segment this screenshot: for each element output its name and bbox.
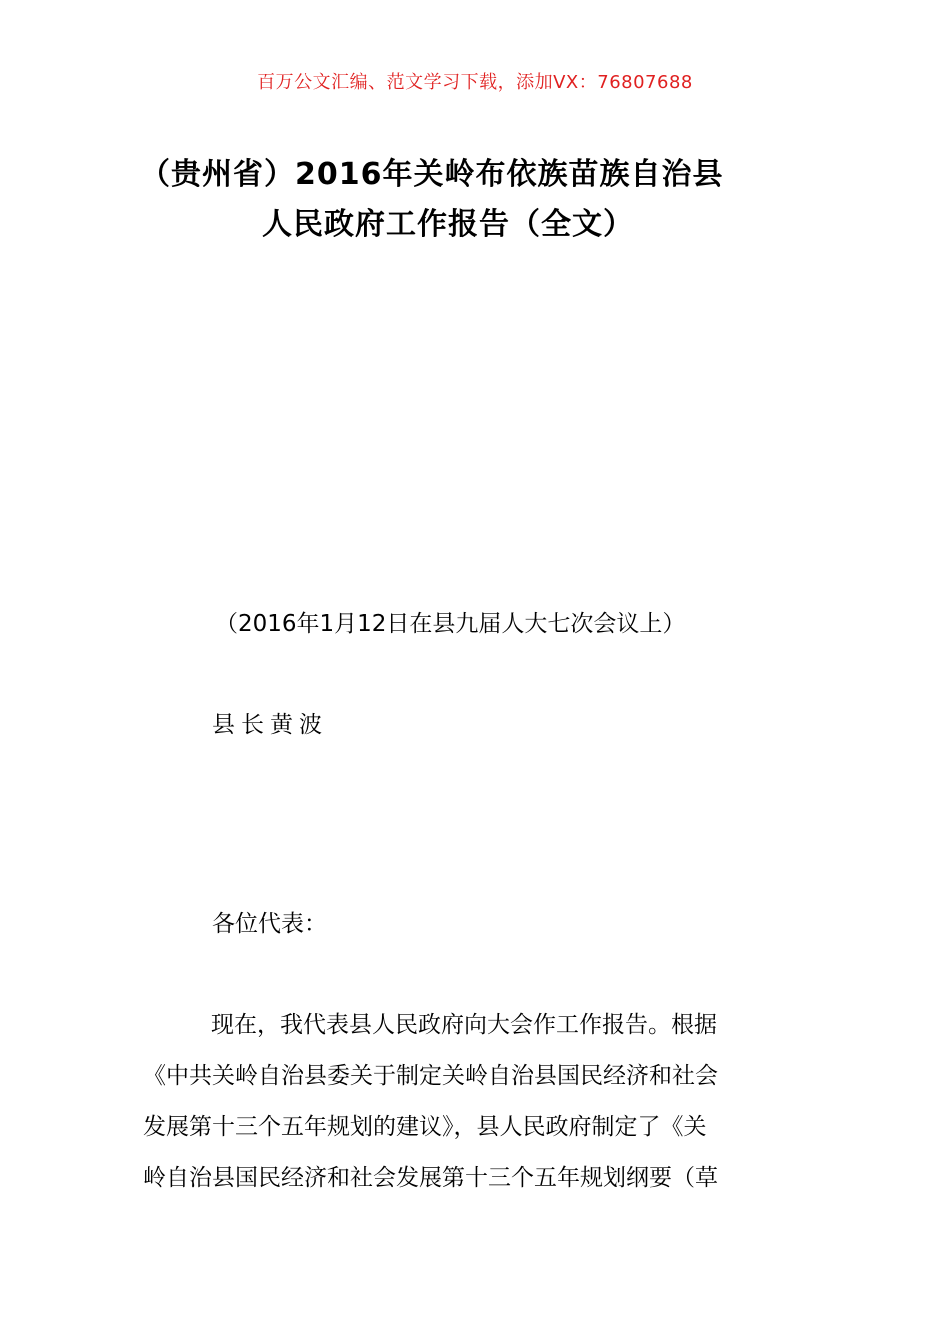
body-line: 现在，我代表县人民政府向大会作工作报告。根据 [211, 1012, 717, 1038]
body-line: 发展第十三个五年规划的建议》，县人民政府制定了《关 [143, 1114, 707, 1140]
meeting-date: （2016年1月12日在县九届人大七次会议上） [215, 611, 686, 637]
header-note: 百万公文汇编、范文学习下载，添加VX：76807688 [257, 72, 693, 93]
body-line: 《中共关岭自治县委关于制定关岭自治县国民经济和社会 [143, 1063, 718, 1089]
body-line: 岭自治县国民经济和社会发展第十三个五年规划纲要（草 [143, 1165, 718, 1191]
title-line-2: 人民政府工作报告（全文） [262, 207, 634, 242]
salutation: 各位代表： [212, 911, 327, 937]
body-paragraph [143, 1000, 808, 1204]
document-title [140, 150, 820, 250]
title-line-1: （贵州省）2016年关岭布依族苗族自治县 [140, 157, 724, 192]
author: 县长黄波 [212, 712, 328, 738]
